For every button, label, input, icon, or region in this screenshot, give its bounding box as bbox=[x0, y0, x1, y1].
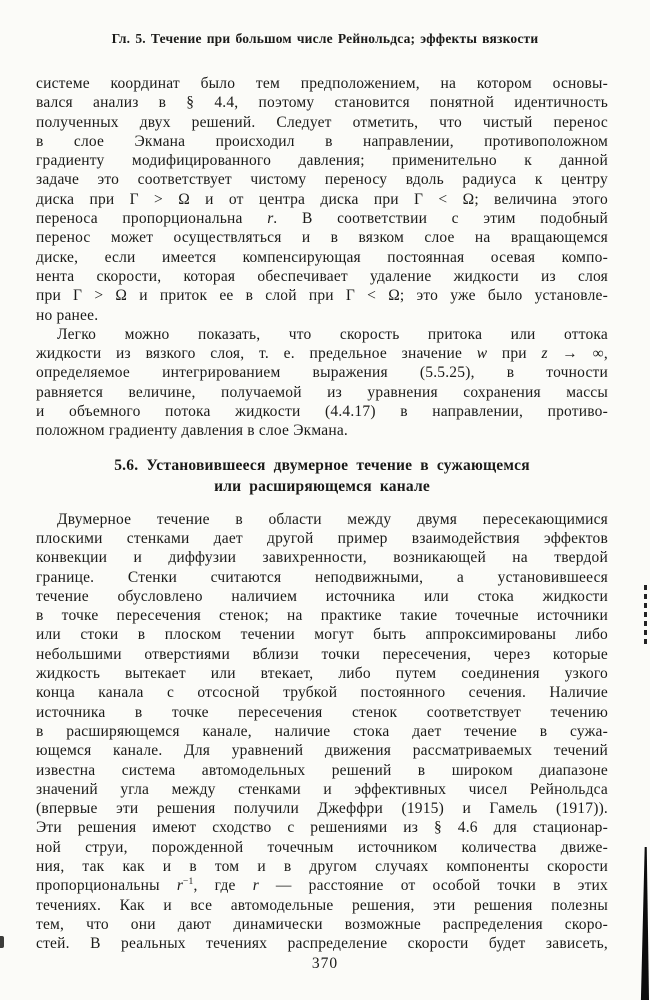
text-line: и объемного потока жидкости (4.4.17) в направлении, противо- bbox=[36, 403, 608, 421]
text-line: при Γ > Ω и приток ее в слой при Γ < Ω; это уже было установле- bbox=[36, 287, 608, 305]
text-line: в слое Экмана происходил в направлении, противоположном bbox=[36, 132, 608, 150]
running-head: Гл. 5. Течение при большом числе Рейнольдса; эффекты вязкости bbox=[111, 31, 539, 46]
scan-artifact-right-marks bbox=[644, 585, 647, 645]
text-line: известна система автомодельных решений в широком диапазоне bbox=[36, 761, 608, 779]
text-line: (впервые эти решения получили Джеффри (1915) и Гамель (1917)). bbox=[36, 800, 608, 818]
text-line: небольшими отверстиями вблизи точки пересечения, через которые bbox=[36, 645, 608, 663]
text-line: конца канала с отсосной трубкой постоянного сечения. Наличие bbox=[36, 684, 608, 702]
text-line: пропорциональны $r^{-1}$, где r — расстояние от особой точки в этих bbox=[36, 876, 608, 895]
text-line: ния, так как и в том и в другом случаях компоненты скорости bbox=[36, 857, 608, 875]
text-line: равняется величине, получаемой из уравнения сохранения массы bbox=[36, 383, 608, 401]
text-line: течениях. Как и все автомодельные решения, эти решения полезны bbox=[36, 896, 608, 914]
text-line: источника в точке пересечения стенок соответствует течению bbox=[36, 703, 608, 721]
scan-artifact-left-mark bbox=[0, 936, 4, 948]
text-line: полученных двух решений. Следует отметить, что чистый перенос bbox=[36, 113, 608, 131]
text-line: течение обусловлено наличием источника или стока жидкости bbox=[36, 587, 608, 605]
text-line: переноса пропорциональна r. В соответствии с этим подобный bbox=[36, 210, 609, 228]
text-line: вался анализ в § 4.4, поэтому становится понятной идентичность bbox=[36, 94, 608, 112]
section-heading bbox=[36, 455, 608, 498]
text-line: нента скорости, которая обеспечивает удаление жидкости из слоя bbox=[36, 267, 608, 285]
text-line: диске, если имеется компенсирующая постоянная осевая компо- bbox=[36, 248, 608, 266]
text-line: или расширяющемся канале bbox=[214, 478, 430, 496]
text-line: градиенту модифицированного давления; применительно к данной bbox=[36, 152, 608, 170]
text-line: в точке пересечения стенок; на практике такие точечные источники bbox=[36, 607, 608, 625]
text-line: ющемся канале. Для уравнений движения рассматриваемых течений bbox=[36, 742, 608, 760]
text-line: Двумерное течение в области между двумя пересекающимися bbox=[57, 510, 608, 528]
paragraph-inflow-outflow bbox=[36, 325, 608, 441]
text-line: ной струи, порожденной точечным источником количества движе- bbox=[36, 838, 608, 856]
text-line: границе. Стенки считаются неподвижными, а установившееся bbox=[36, 568, 608, 586]
text-line: Эти решения имеют сходство с решениями из § 4.6 для стационар- bbox=[36, 819, 608, 837]
text-line: в расширяющемся канале, наличие стока дает течение в сужа- bbox=[36, 722, 608, 740]
text-line: задаче это соответствует чистому переносу вдоль радиуса к центру bbox=[36, 171, 608, 189]
text-block bbox=[36, 74, 608, 953]
text-line: конвекции и диффузии завихренности, возникающей на твердой bbox=[36, 549, 608, 567]
text-line: или стоки в плоском течении могут быть аппроксимированы либо bbox=[36, 626, 608, 644]
text-line: 5.6. Установившееся двумерное течение в сужающемся bbox=[114, 456, 530, 474]
text-line: положном градиенту давления в слое Экмана. bbox=[36, 422, 349, 440]
text-line: плоскими стенками дает другой пример взаимодействия эффектов bbox=[36, 529, 608, 547]
text-line: тем, что они дают динамически возможные распределения скоро- bbox=[36, 915, 608, 933]
paragraph-ekman-layer-transport bbox=[36, 74, 608, 325]
text-line: стей. В реальных течениях распределение скорости будет зависеть, bbox=[36, 935, 608, 953]
text-line: диска при Γ > Ω и от центра диска при Γ < Ω; величина этого bbox=[36, 190, 608, 208]
text-line: системе координат было тем предположением, на котором основы- bbox=[36, 75, 608, 92]
text-line: жидкости из вязкого слоя, т. е. предельное значение w при z → ∞, bbox=[36, 345, 609, 363]
text-line: перенос может осуществляться и в вязком слое на вращающемся bbox=[36, 229, 608, 247]
paragraph-channel-flow bbox=[36, 510, 608, 954]
page-number: 370 bbox=[311, 955, 339, 972]
text-line: Легко можно показать, что скорость притока или оттока bbox=[57, 325, 608, 343]
text-line: определяемое интегрированием выражения (5.5.25), в точности bbox=[36, 364, 608, 382]
text-line: но ранее. bbox=[36, 306, 99, 324]
scan-artifact-binding-edge bbox=[640, 847, 649, 1000]
text-line: значений угла между стенками и эффективных чисел Рейнольдса bbox=[36, 780, 608, 798]
text-line: жидкость вытекает или втекает, либо путем соединения узкого bbox=[36, 665, 608, 683]
